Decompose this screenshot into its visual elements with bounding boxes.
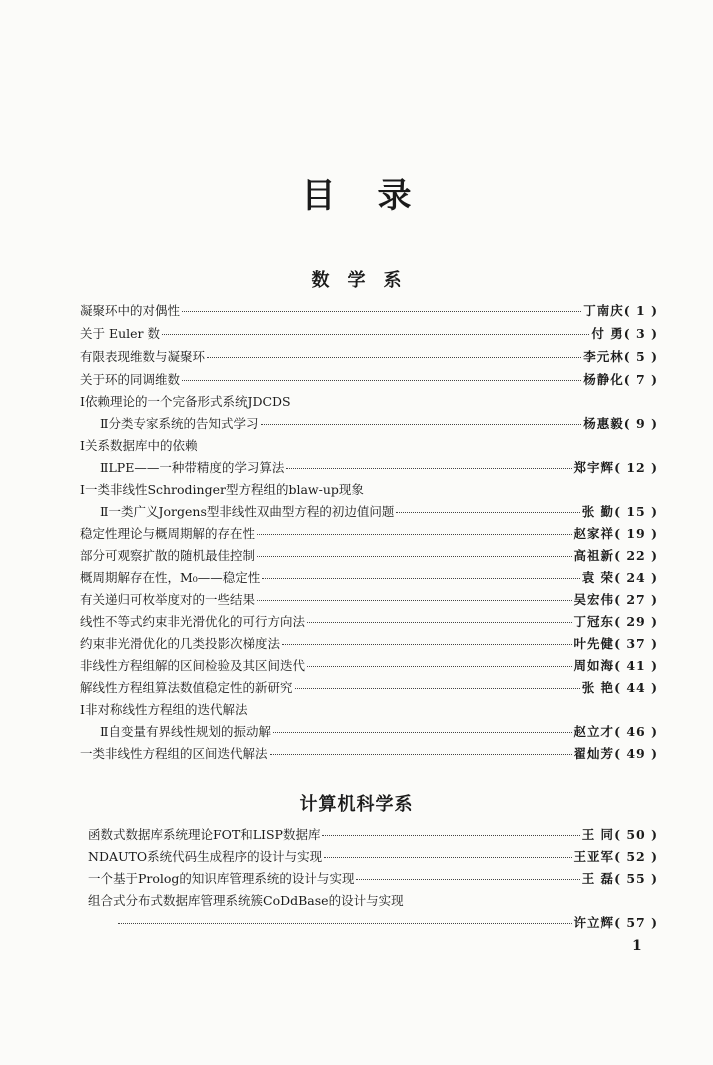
dot-leader (162, 322, 589, 335)
dot-leader (270, 742, 572, 755)
toc-entry-author: 袁 荣 (581, 570, 615, 585)
toc-entry-page: ( 29 ) (614, 614, 658, 629)
toc-entry-page: ( 3 ) (623, 326, 658, 341)
toc-entry-title: 概周期解存在性，M₀——稳定性 (80, 570, 261, 585)
toc-entry-title: 一类非线性方程组的区间迭代解法 (80, 746, 268, 761)
toc-entry-title: 凝聚环中的对偶性 (80, 303, 181, 318)
dot-leader (356, 867, 579, 880)
toc-entry-title: NDAUTO系统代码生成程序的设计与实现 (88, 849, 323, 864)
dot-leader (396, 500, 579, 513)
dot-leader (207, 345, 581, 358)
toc-entry (80, 481, 364, 499)
toc-entry-page: ( 24 ) (614, 570, 658, 585)
toc-entry (80, 657, 658, 675)
toc-entry (100, 415, 658, 433)
toc-entry-page: ( 27 ) (614, 592, 658, 607)
section-title-math: 数学系 (311, 270, 420, 291)
toc-entry-author: 王 同 (581, 827, 615, 842)
toc-entry-title: Ⅱ一类广义Jorgens型非线性双曲型方程的初边值问题 (100, 504, 395, 519)
toc-entry-title: 部分可观察扩散的随机最佳控制 (80, 548, 256, 563)
toc-entry-page: ( 9 ) (623, 416, 658, 431)
toc-entry-author: 翟灿芳 (573, 746, 615, 761)
dot-leader (257, 522, 572, 535)
toc-entry-author: 杨静化 (583, 372, 624, 387)
toc-entry-page: ( 55 ) (614, 871, 658, 886)
toc-entry-page: ( 41 ) (614, 658, 658, 673)
toc-entry-author: 付 勇 (591, 326, 624, 341)
toc-entry (100, 459, 658, 477)
toc-entry-page: ( 15 ) (614, 504, 658, 519)
toc-entry-title: 有限表现维数与凝聚环 (80, 349, 206, 364)
toc-entry (100, 723, 658, 741)
dot-leader (307, 654, 572, 667)
toc-entry-author: 杨惠毅 (583, 416, 624, 431)
toc-entry (88, 826, 658, 844)
toc-entry (80, 393, 291, 411)
toc-entry-page: ( 46 ) (614, 724, 658, 739)
dot-leader (295, 676, 580, 689)
toc-entry (80, 525, 658, 543)
toc-entry-page: ( 57 ) (614, 915, 658, 930)
toc-entry-title: Ⅰ依赖理论的一个完备形式系统JDCDS (80, 394, 291, 409)
toc-entry (80, 591, 658, 609)
toc-entry (80, 371, 658, 389)
toc-entry-author: 赵家祥 (573, 526, 615, 541)
toc-entry-page: ( 52 ) (614, 849, 658, 864)
toc-entry-author: 王亚军 (573, 849, 615, 864)
toc-entry-author: 丁南庆 (583, 303, 624, 318)
dot-leader (182, 368, 581, 381)
toc-entry-title: Ⅰ一类非线性Schrodinger型方程组的blaw-up现象 (80, 482, 364, 497)
dot-leader (261, 412, 582, 425)
toc-entry (80, 348, 658, 366)
toc-entry (80, 745, 658, 763)
toc-entry (116, 914, 658, 932)
toc-entry-title: 有关递归可枚举度对的一些结果 (80, 592, 256, 607)
toc-entry-author: 王 磊 (581, 871, 615, 886)
toc-entry (88, 870, 658, 888)
dot-leader (322, 823, 579, 836)
toc-entry (80, 635, 658, 653)
dot-leader (324, 845, 571, 858)
toc-entry (88, 892, 404, 910)
toc-entry-title: 约束非光滑优化的几类投影次梯度法 (80, 636, 281, 651)
toc-entry-author: 张 艳 (581, 680, 615, 695)
toc-entry-page: ( 12 ) (614, 460, 658, 475)
toc-entry-title: Ⅰ非对称线性方程组的迭代解法 (80, 702, 248, 717)
dot-leader (262, 566, 579, 579)
toc-entry-author: 吴宏伟 (573, 592, 615, 607)
page-title: 目录 (301, 176, 454, 216)
toc-entry (80, 569, 658, 587)
toc-entry (88, 848, 658, 866)
toc-entry-title: 组合式分布式数据库管理系统簇CoDdBase的设计与实现 (88, 893, 404, 908)
dot-leader (257, 544, 572, 557)
toc-entry-author: 李元林 (583, 349, 624, 364)
toc-entry-title: 稳定性理论与概周期解的存在性 (80, 526, 256, 541)
toc-entry-page: ( 49 ) (614, 746, 658, 761)
toc-entry (80, 302, 658, 320)
toc-entry-author: 高祖新 (573, 548, 615, 563)
toc-entry (80, 679, 658, 697)
toc-entry (80, 437, 197, 455)
dot-leader (182, 299, 581, 312)
toc-entry-title: 关于环的同调维数 (80, 372, 181, 387)
toc-entry-author: 郑宇辉 (573, 460, 615, 475)
toc-entry-title: 非线性方程组解的区间检验及其区间迭代 (80, 658, 306, 673)
dot-leader (118, 911, 572, 924)
toc-entry-author: 张 勤 (581, 504, 615, 519)
toc-entry-title: Ⅱ自变量有界线性规划的振动解 (100, 724, 271, 739)
toc-entry-author: 丁冠东 (573, 614, 615, 629)
toc-entry-title: 函数式数据库系统理论FOT和LISP数据库 (88, 827, 321, 842)
toc-entry-author: 许立辉 (573, 915, 615, 930)
toc-entry-page: ( 22 ) (614, 548, 658, 563)
toc-entry-title: Ⅱ分类专家系统的告知式学习 (100, 416, 259, 431)
toc-entry (100, 503, 658, 521)
toc-entry-page: ( 1 ) (623, 303, 658, 318)
toc-entry-page: ( 5 ) (623, 349, 658, 364)
dot-leader (257, 588, 572, 601)
toc-entry (80, 325, 658, 343)
toc-entry-title: 线性不等式约束非光滑优化的可行方向法 (80, 614, 306, 629)
toc-entry-author: 周如海 (573, 658, 615, 673)
toc-entry-page: ( 44 ) (614, 680, 658, 695)
toc-entry-author: 赵立才 (573, 724, 615, 739)
toc-entry-title: 一个基于Prolog的知识库管理系统的设计与实现 (88, 871, 355, 886)
toc-entry-author: 叶先健 (573, 636, 615, 651)
toc-entry-title: 关于 Euler 数 (80, 326, 160, 341)
section-title-cs: 计算机科学系 (299, 794, 414, 815)
toc-entry (80, 547, 658, 565)
toc-entry-page: ( 37 ) (614, 636, 658, 651)
toc-entry-page: ( 19 ) (614, 526, 658, 541)
toc-entry-title: 解线性方程组算法数值稳定性的新研究 (80, 680, 293, 695)
toc-entry-page: ( 7 ) (623, 372, 658, 387)
dot-leader (307, 610, 572, 623)
toc-entry (80, 701, 247, 719)
dot-leader (273, 720, 572, 733)
dot-leader (286, 456, 571, 469)
page-number: 1 (632, 938, 642, 954)
toc-entry-page: ( 50 ) (614, 827, 658, 842)
toc-entry (80, 613, 658, 631)
dot-leader (282, 632, 572, 645)
toc-entry-title: ⅡLPE——一种带精度的学习算法 (100, 460, 285, 475)
toc-entry-title: Ⅰ关系数据库中的依赖 (80, 438, 198, 453)
